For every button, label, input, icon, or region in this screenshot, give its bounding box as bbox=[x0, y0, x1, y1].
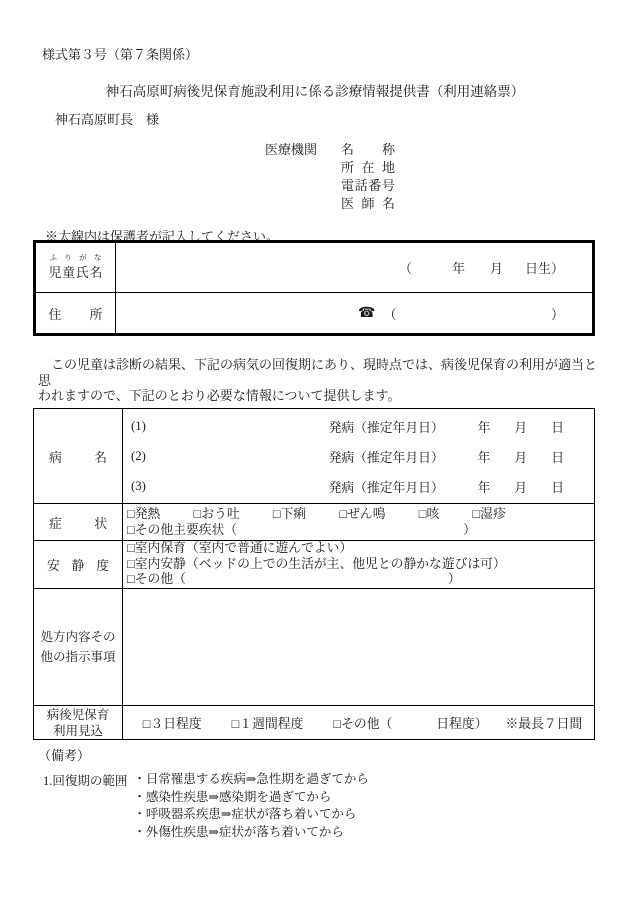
child-name-label-cell bbox=[36, 243, 116, 293]
note-item-infectious: ・感染性疾患⇒感染期を過ぎてから bbox=[133, 789, 332, 804]
checkbox-rest-other[interactable]: □その他（ bbox=[127, 572, 186, 587]
phone-line bbox=[116, 304, 592, 323]
guardian-fill-note: ※太線内は保護者が記入してください。 bbox=[45, 229, 280, 244]
address-input-area[interactable] bbox=[116, 293, 592, 333]
rest-other-line bbox=[127, 572, 594, 588]
disease-entry-3 bbox=[123, 471, 594, 501]
usage-max-note: ※最長７日間 bbox=[505, 717, 583, 731]
phone-paren-close: ） bbox=[550, 306, 564, 322]
rest-label-cell bbox=[34, 541, 123, 589]
phone-paren-open: （ bbox=[383, 306, 397, 322]
checkbox-other-symptom[interactable]: □その他主要疾状（ bbox=[127, 523, 238, 537]
guardian-entry-table bbox=[33, 240, 595, 336]
institution-address-label: 所 在 地 bbox=[341, 160, 395, 175]
child-name-label: 児童氏名 bbox=[48, 265, 103, 280]
onset-label-3: 発病（推定年月日） bbox=[328, 480, 444, 495]
medical-institution-address-row bbox=[265, 159, 395, 177]
symptoms-label-cell bbox=[34, 504, 123, 541]
checkbox-vomiting[interactable]: □おう吐 bbox=[193, 507, 240, 521]
addressee: 神石高原町長 様 bbox=[55, 112, 160, 127]
prescription-label-cell bbox=[34, 589, 123, 706]
checkbox-3-days[interactable]: □３日程度 bbox=[142, 717, 202, 731]
onset-year-2: 年 bbox=[477, 450, 491, 465]
disease-content-cell[interactable] bbox=[123, 409, 594, 504]
checkbox-indoor-rest[interactable]: □室内安静（ベッドの上での生活が主、他児との静かな遊びは可） bbox=[127, 556, 506, 571]
other-symptom-paren-close: ） bbox=[463, 523, 476, 537]
disease-label-cell bbox=[34, 409, 123, 504]
onset-month-3: 月 bbox=[514, 480, 528, 495]
note-item-trauma: ・外傷性疾患⇒症状が落ち着いてから bbox=[133, 824, 344, 839]
form-number: 様式第３号（第７条関係） bbox=[42, 47, 199, 62]
intro-line1: この児童は診断の結果、下記の病気の回復期にあり、現時点では、病後児保育の利用が適当と思 bbox=[38, 357, 598, 388]
checkbox-diarrhea[interactable]: □下痢 bbox=[272, 507, 307, 521]
birth-month-label: 月 bbox=[489, 261, 503, 276]
checkbox-fever[interactable]: □発熱 bbox=[127, 507, 161, 521]
symptom-checkbox-line bbox=[127, 506, 594, 522]
medical-institution-phone-row bbox=[265, 177, 395, 195]
prescription-label-line2: 他の指示事項 bbox=[40, 650, 116, 664]
usage-label-line1: 病後児保育 bbox=[46, 707, 110, 722]
disease-num-2: (2) bbox=[131, 448, 146, 463]
disease-num-3: (3) bbox=[131, 478, 146, 493]
document-title: 神石高原町病後児保育施設利用に係る診療情報提供書（利用連絡票） bbox=[105, 84, 525, 99]
symptom-other-line bbox=[127, 522, 594, 538]
checkbox-cough[interactable]: □咳 bbox=[418, 507, 440, 521]
medical-institution-block bbox=[265, 141, 395, 213]
prescription-label bbox=[40, 627, 115, 667]
address-label: 住 所 bbox=[48, 306, 103, 322]
notes-items bbox=[133, 771, 368, 841]
checkbox-indoor-care[interactable]: □室内保育（室内で普通に遊んでよい） bbox=[127, 541, 353, 556]
rest-other-paren-close: ） bbox=[447, 572, 461, 587]
institution-doctor-label: 医 師 名 bbox=[341, 196, 395, 211]
symptoms-label: 症 状 bbox=[49, 516, 107, 531]
onset-year-3: 年 bbox=[477, 480, 491, 495]
onset-month-1: 月 bbox=[514, 420, 528, 435]
onset-month-2: 月 bbox=[514, 450, 528, 465]
usage-other-unit: 日程度） bbox=[436, 717, 488, 731]
checkbox-wheezing[interactable]: □ぜん鳴 bbox=[339, 507, 386, 521]
disease-entry-1 bbox=[123, 411, 594, 441]
usage-label bbox=[47, 707, 110, 739]
recovery-period-notes bbox=[43, 771, 369, 841]
checkbox-rash[interactable]: □湿疹 bbox=[472, 507, 506, 521]
note-item-common-illness: ・日常罹患する疾病⇒急性期を過ぎてから bbox=[133, 772, 369, 786]
onset-day-2: 日 bbox=[551, 450, 564, 465]
address-label-cell bbox=[36, 293, 116, 333]
birth-day-label: 日生） bbox=[524, 261, 564, 276]
furigana-label: ふ り が な bbox=[49, 253, 102, 262]
rest-content-cell bbox=[123, 541, 594, 589]
institution-phone-label: 電話番号 bbox=[341, 178, 395, 193]
onset-label-1: 発病（推定年月日） bbox=[328, 420, 444, 435]
disease-entry-2 bbox=[123, 441, 594, 471]
onset-day-3: 日 bbox=[551, 480, 564, 495]
medical-info-table bbox=[33, 408, 595, 740]
usage-label-cell bbox=[34, 706, 123, 739]
child-name-input-area[interactable] bbox=[116, 243, 592, 293]
medical-institution-label: 医療機関 bbox=[265, 142, 318, 157]
onset-day-1: 日 bbox=[551, 420, 564, 435]
note-item-respiratory: ・呼吸器系疾患⇒症状が落ち着いてから bbox=[133, 807, 357, 821]
onset-label-2: 発病（推定年月日） bbox=[328, 450, 444, 465]
notes-heading: 1.回復期の範囲 bbox=[43, 774, 128, 788]
birth-date-line bbox=[116, 258, 592, 277]
usage-label-line2: 利用見込 bbox=[52, 723, 103, 738]
disease-label: 病 名 bbox=[49, 450, 107, 465]
birth-year-label: 年 bbox=[451, 261, 465, 276]
medical-institution-name-row bbox=[265, 141, 395, 159]
intro-paragraph bbox=[38, 357, 598, 404]
usage-content-cell bbox=[123, 706, 594, 739]
medical-institution-doctor-row bbox=[265, 195, 395, 213]
rest-label: 安 静 度 bbox=[47, 559, 109, 573]
remarks-label: （備考） bbox=[38, 748, 91, 763]
birth-paren-open: （ bbox=[398, 261, 412, 276]
intro-line2: われますので、下記のとおり必要な情報について提供します。 bbox=[38, 388, 401, 403]
disease-num-1: (1) bbox=[131, 418, 146, 433]
onset-year-1: 年 bbox=[477, 420, 491, 435]
prescription-label-line1: 処方内容その bbox=[40, 630, 116, 644]
prescription-input-area[interactable] bbox=[123, 589, 594, 706]
phone-icon: ☎ bbox=[358, 305, 376, 321]
symptoms-content-cell bbox=[123, 504, 594, 541]
checkbox-1-week[interactable]: □１週間程度 bbox=[231, 717, 304, 731]
checkbox-usage-other[interactable]: □その他（ bbox=[333, 717, 393, 731]
institution-name-label: 名 称 bbox=[341, 142, 395, 157]
